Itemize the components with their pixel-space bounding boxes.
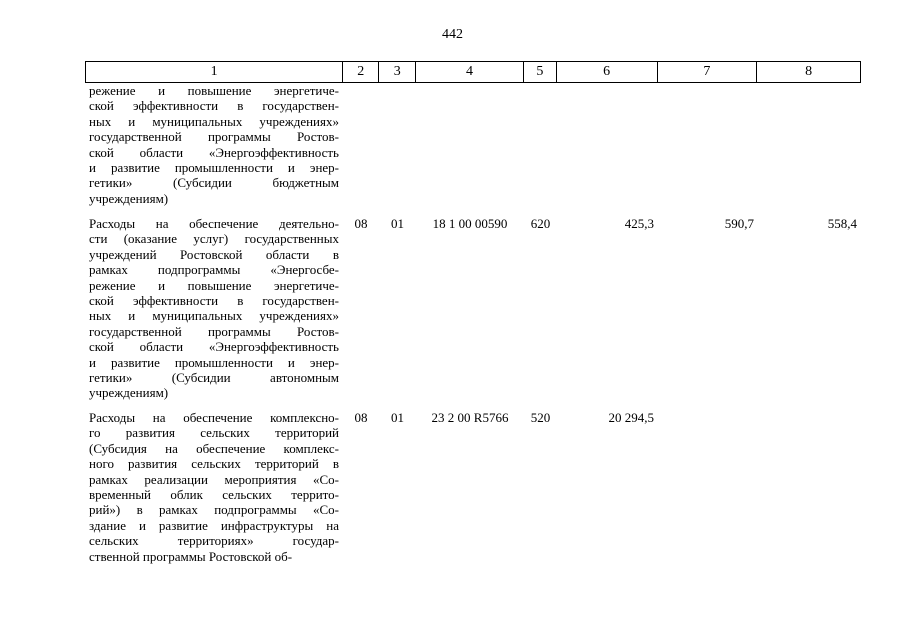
description-line: ного развития сельских территорий в — [89, 456, 339, 472]
description-line: режение и повышение энергетиче- — [89, 83, 339, 98]
header-col-2: 2 — [343, 62, 379, 82]
col-6-value — [557, 83, 658, 206]
col-2-value — [343, 83, 379, 206]
col-3-value: 01 — [391, 216, 404, 231]
col-6-value: 425,3 — [624, 216, 654, 231]
header-col-5: 5 — [524, 62, 557, 82]
description-line: временный облик сельских террито- — [89, 487, 339, 503]
col-7-value: 590,7 — [724, 216, 754, 231]
col-6-value: 20 294,5 — [608, 410, 654, 425]
description-line: учреждениям) — [89, 385, 169, 401]
description-line: ской области «Энергоэффективность — [89, 339, 339, 355]
description-line: ственной программы Ростовской об- — [89, 548, 293, 564]
description-line: и развитие промышленности и энер- — [89, 354, 339, 370]
description-line: государственной программы Ростов- — [89, 129, 339, 145]
description-line: ных и муниципальных учреждениях» — [89, 308, 339, 324]
col-4-value: 23 2 00 R5766 — [431, 410, 509, 425]
col-4-value: 18 1 00 00590 — [432, 216, 508, 231]
description-line: Расходы на обеспечение деятельно- — [89, 216, 339, 231]
page-number: 442 — [442, 27, 463, 42]
header-col-8: 8 — [805, 64, 813, 79]
col-7-value — [658, 410, 758, 564]
description-line: государственной программы Ростов- — [89, 323, 339, 339]
description-line: Расходы на обеспечение комплексно- — [89, 410, 339, 425]
description-line: го развития сельских территорий — [89, 425, 339, 441]
col-2-value: 08 — [354, 216, 368, 231]
description-line: ской области «Энергоэффективность — [89, 144, 339, 160]
description-line: сти (оказание услуг) государственных — [89, 231, 339, 247]
col-2-value: 08 — [354, 410, 368, 425]
header-col-3: 3 — [379, 62, 416, 82]
table-header — [85, 61, 861, 83]
description-line: гетики» (Субсидии автономным — [89, 370, 339, 386]
table-row — [85, 83, 861, 206]
col-3-value — [379, 83, 416, 206]
header-col-7: 7 — [658, 62, 758, 82]
description-line: рамках подпрограммы «Энергосбе- — [89, 262, 339, 278]
col-5-value — [524, 83, 557, 206]
col-8-value — [758, 83, 861, 206]
description-line: режение и повышение энергетиче- — [89, 277, 339, 293]
description-line: здание и развитие инфраструктуры на — [89, 517, 339, 533]
col-5-value: 520 — [530, 410, 551, 425]
row-description — [85, 83, 343, 206]
description-line: рий») в рамках подпрограммы «Со- — [89, 502, 339, 518]
description-line: ской эффективности в государствен- — [89, 293, 339, 309]
col-8-value — [758, 410, 861, 564]
table-row — [85, 410, 861, 564]
description-line: ской эффективности в государствен- — [89, 98, 339, 114]
description-line: ных и муниципальных учреждениях» — [89, 113, 339, 129]
col-8-value: 558,4 — [827, 216, 857, 231]
col-5-value: 620 — [530, 216, 551, 231]
description-line: (Субсидия на обеспечение комплекс- — [89, 440, 339, 456]
description-line: сельских территориях» государ- — [89, 533, 339, 549]
description-line: гетики» (Субсидии бюджетным — [89, 175, 339, 191]
description-line: рамках реализации мероприятия «Со- — [89, 471, 339, 487]
description-line: учреждений Ростовской области в — [89, 246, 339, 262]
header-col-4: 4 — [416, 62, 524, 82]
description-line: и развитие промышленности и энер- — [89, 160, 339, 176]
col-7-value — [658, 83, 758, 206]
row-description — [85, 216, 343, 401]
col-3-value: 01 — [391, 410, 404, 425]
table-row — [85, 216, 861, 401]
row-description — [85, 410, 343, 564]
col-4-value — [416, 83, 524, 206]
description-line: учреждениям) — [89, 190, 169, 206]
header-col-1: 1 — [86, 62, 343, 82]
header-col-6: 6 — [557, 62, 658, 82]
